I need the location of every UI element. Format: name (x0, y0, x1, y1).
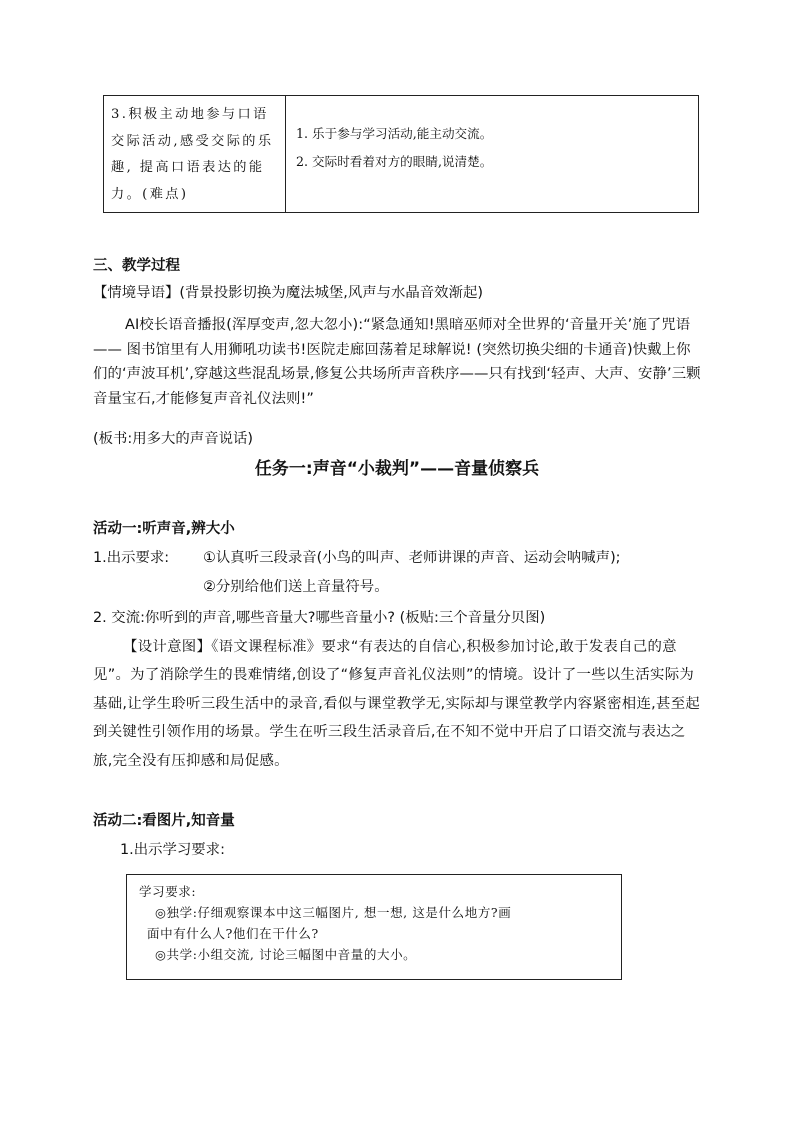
design-intent-paragraph: 【设计意图】《语文课程标准》要求“有表达的自信心,积极参加讨论,敢于发表自己的意见”。为了消除学生的畏难情绪,创设了“修复声音礼仪法则”的情境。设计了一些以生活实际为基础,让学生聆听三段生活中的录音,看似与课堂教学无,实际却与课堂教学内容紧密相连,甚至起到关键性引领作用的场景。学生在听三段生活录音后,在不知不觉中开启了口语交流与表达之旅,完全没有压抑感和局促感。 (93, 639, 701, 769)
activity1-title: 活动一:听声音,辨大小 (93, 521, 235, 537)
group-study-line: ◎共学:小组交流, 讨论三幅图中音量的大小。 (155, 947, 417, 962)
solo-study-line: ◎独学:仔细观察课本中这三幅图片, 想一想, 这是什么地方?画 (155, 905, 512, 920)
activity1-requirement (93, 546, 621, 567)
task-title: 任务一:声音“小裁判”——音量侦察兵 (254, 459, 540, 479)
requirement-item-1: ①认真听三段录音(小鸟的叫声、老师讲课的声音、运动会呐喊声); (203, 550, 621, 566)
objectives-table (103, 95, 699, 213)
section-title: 三、教学过程 (93, 258, 180, 274)
objective-criteria-cell (286, 96, 698, 212)
ai-broadcast-paragraph: AI校长语音播报(浑厚变声,忽大忽小):“紧急通知!黑暗巫师对全世界的‘音量开关’施了咒语—— 图书馆里有人用狮吼功读书!医院走廊回荡着足球解说! (突然切换尖细的卡通音)快戴上你们的‘声波耳机’,穿越这些混乱场景,修复公共场所声音秩序——只有找到‘轻声、大声、安静’三颗音量宝石,才能修复声音礼仪法则!” (93, 317, 701, 407)
activity2-requirement-label: 1.出示学习要求: (120, 842, 225, 858)
box-heading: 学习要求: (139, 884, 197, 899)
criteria-item: 1. 乐于参与学习活动,能主动交流。 (296, 126, 493, 141)
situation-intro: 【情境导语】(背景投影切换为魔法城堡,风声与水晶音效渐起) (93, 285, 483, 301)
activity2-title: 活动二:看图片,知音量 (93, 813, 235, 829)
objective-goal-cell: 3.积极主动地参与口语交际活动,感受交际的乐趣, 提高口语表达的能力。(难点) (104, 96, 286, 212)
criteria-item: 2. 交际时看着对方的眼睛,说清楚。 (296, 154, 493, 169)
exchange-line: 2. 交流:你听到的声音,哪些音量大?哪些音量小? (板贴:三个音量分贝图) (93, 610, 546, 626)
solo-study-line-continued: 面中有什么人?他们在干什么? (147, 926, 319, 941)
requirement-item-2: ②分别给他们送上音量符号。 (203, 579, 389, 595)
study-requirements-box (126, 874, 622, 980)
board-note: (板书:用多大的声音说话) (93, 431, 253, 447)
requirement-label: 1.出示要求: (93, 550, 170, 566)
